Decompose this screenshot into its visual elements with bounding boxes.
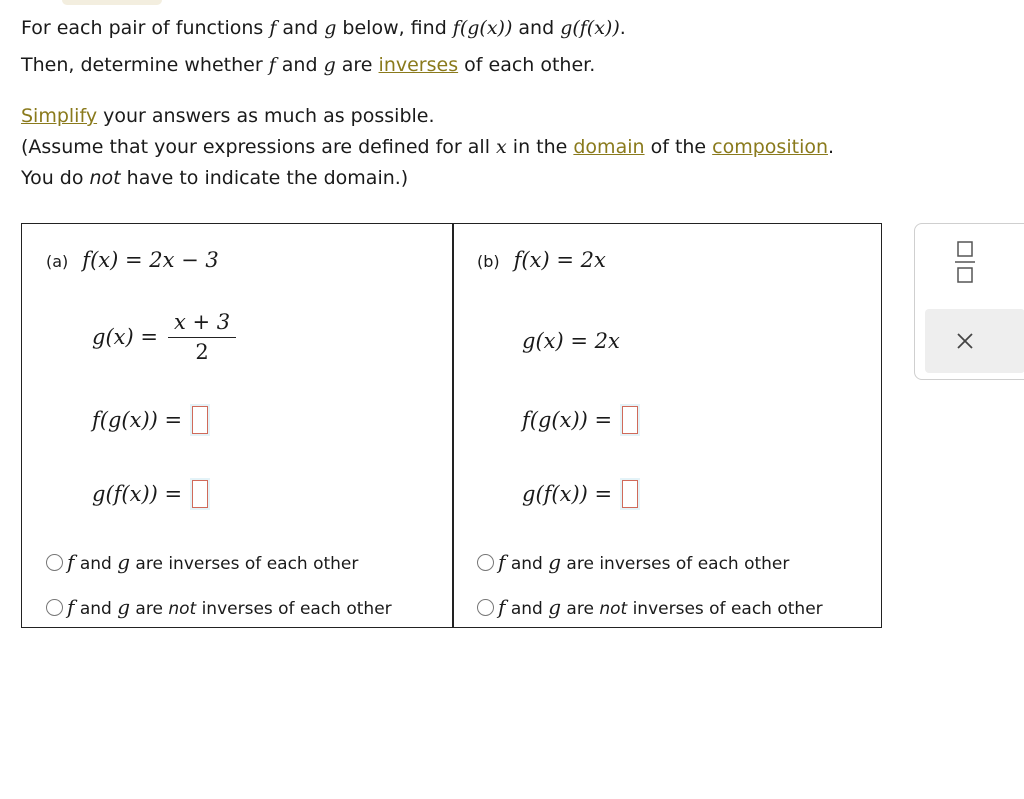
part-b-g-definition — [522, 329, 620, 353]
math-g: g — [323, 54, 336, 76]
part-b-gf-row — [522, 480, 638, 508]
math-f: f — [268, 54, 276, 76]
instructions-line-3 — [21, 104, 435, 128]
text-segment: are inverses of each other — [135, 554, 359, 574]
math-gf: g(f(x)) — [560, 17, 620, 39]
math-g: g — [324, 17, 337, 39]
period: . — [828, 136, 835, 158]
math-x: x — [496, 136, 507, 158]
text-segment: For each pair of functions — [21, 17, 270, 39]
text-segment: (Assume that your expressions are defined for all — [21, 136, 497, 158]
fraction-button[interactable] — [925, 231, 1005, 301]
part-b-option-not-inverses[interactable] — [477, 595, 823, 619]
radio-button[interactable] — [46, 599, 63, 616]
math-f: f — [67, 550, 75, 574]
math-g: g — [548, 550, 562, 574]
part-b-f-definition — [477, 248, 606, 272]
math-f: f — [269, 17, 277, 39]
text-segment: inverses of each other — [632, 599, 823, 619]
instructions-line-1 — [21, 16, 626, 40]
text-segment: Then, determine whether — [21, 54, 269, 76]
part-a-f-definition — [46, 248, 219, 272]
radio-button[interactable] — [477, 599, 494, 616]
math-f: f — [67, 595, 75, 619]
part-b-fg-lhs: f(g(x)) = — [522, 408, 613, 432]
math-g: g — [548, 595, 562, 619]
instructions-line-2 — [21, 53, 595, 77]
column-divider — [452, 224, 454, 627]
math-f: f — [498, 550, 506, 574]
math-g: g — [117, 550, 131, 574]
math-fg: f(g(x)) — [452, 17, 513, 39]
radio-button[interactable] — [46, 554, 63, 571]
part-a-option-not-inverses[interactable] — [46, 595, 392, 619]
inverses-link[interactable]: inverses — [378, 54, 459, 76]
text-segment: in the — [506, 136, 574, 158]
text-segment: are — [335, 54, 379, 76]
instructions-line-5 — [21, 166, 408, 190]
text-segment: and — [512, 17, 561, 39]
fraction-icon — [925, 231, 1005, 301]
math-g: g — [117, 595, 131, 619]
text-segment: are inverses of each other — [566, 554, 790, 574]
instructions-line-4 — [21, 135, 834, 159]
text-segment: are — [135, 599, 163, 619]
text-segment: have to indicate the domain.) — [120, 167, 409, 189]
domain-link[interactable]: domain — [573, 136, 645, 158]
text-segment: You do — [21, 167, 90, 189]
clear-button[interactable] — [925, 309, 1024, 373]
text-segment: are — [566, 599, 594, 619]
part-b-gf-lhs: g(f(x)) = — [522, 482, 613, 506]
part-a-option-inverses[interactable] — [46, 550, 358, 574]
text-segment: and — [510, 554, 543, 574]
part-a-gf-lhs: g(f(x)) = — [92, 482, 183, 506]
part-b-label: (b) — [477, 252, 500, 271]
math-f: f — [498, 595, 506, 619]
simplify-link[interactable]: Simplify — [21, 105, 98, 127]
part-b-g-expression: g(x) = 2x — [522, 329, 620, 353]
text-segment: and — [510, 599, 543, 619]
part-a-g-lhs: g(x) = — [92, 325, 158, 349]
text-segment: of the — [644, 136, 713, 158]
fraction-numerator: x + 3 — [168, 310, 236, 338]
part-a-fg-answer-input[interactable] — [192, 406, 208, 434]
emphasis-not: not — [89, 167, 121, 189]
part-a-fg-lhs: f(g(x)) = — [92, 408, 183, 432]
text-segment: and — [79, 599, 112, 619]
text-segment: and — [276, 17, 325, 39]
part-a-g-definition — [92, 310, 236, 364]
top-tab-decoration — [62, 0, 162, 5]
text-segment: of each other. — [458, 54, 596, 76]
part-a-fg-row — [92, 406, 208, 434]
part-a-g-fraction — [168, 310, 236, 364]
emphasis-not: not — [168, 599, 197, 619]
part-a-gf-row — [92, 480, 208, 508]
radio-button[interactable] — [477, 554, 494, 571]
part-b-fg-answer-input[interactable] — [622, 406, 638, 434]
text-segment: and — [275, 54, 324, 76]
text-segment: and — [79, 554, 112, 574]
emphasis-not: not — [599, 599, 628, 619]
period: . — [619, 17, 626, 39]
part-b-fg-row — [522, 406, 638, 434]
composition-link[interactable]: composition — [712, 136, 829, 158]
text-segment: below, find — [336, 17, 453, 39]
part-a-label: (a) — [46, 252, 69, 271]
text-segment: your answers as much as possible. — [97, 105, 435, 127]
part-a-f-expression: f(x) = 2x − 3 — [82, 248, 219, 272]
problem-table — [21, 223, 882, 628]
part-b-f-expression: f(x) = 2x — [513, 248, 606, 272]
part-b-gf-answer-input[interactable] — [622, 480, 638, 508]
fraction-denominator: 2 — [195, 340, 209, 364]
part-b-option-inverses[interactable] — [477, 550, 789, 574]
close-icon — [925, 309, 1024, 373]
part-a-gf-answer-input[interactable] — [192, 480, 208, 508]
text-segment: inverses of each other — [201, 599, 392, 619]
